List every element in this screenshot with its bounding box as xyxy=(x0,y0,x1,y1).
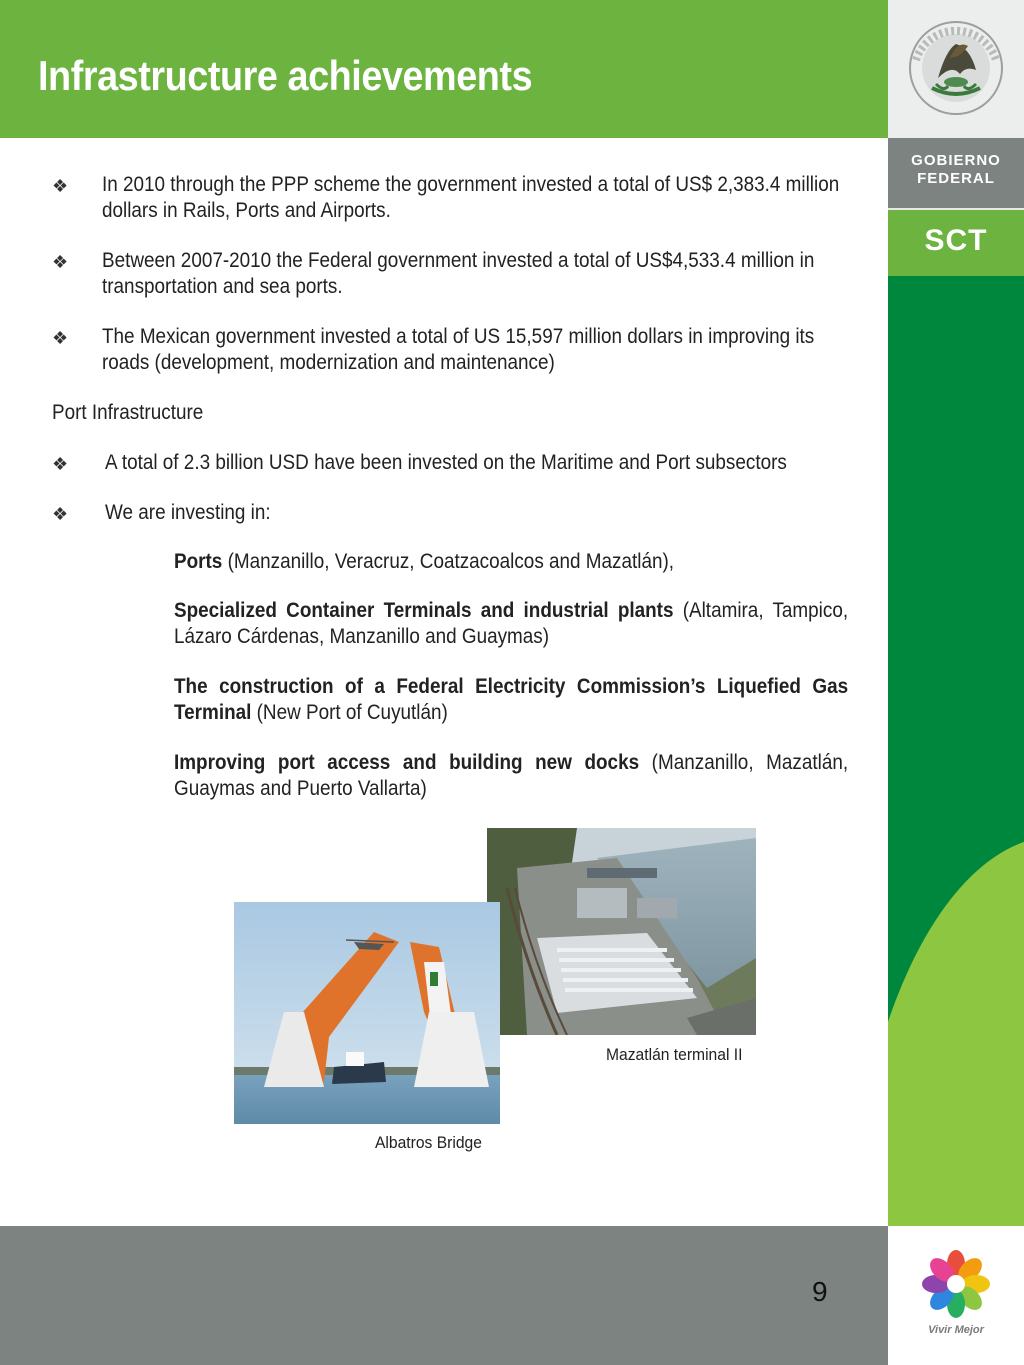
item-lng-terminal-bold: The construction of a Federal Electricity Commission’s Liquefied Gas Terminal xyxy=(174,675,849,724)
bullet-ppp-investment: In 2010 through the PPP scheme the government invested a total of US$ 2,383.4 million dollars in Rails, Ports and Airports. xyxy=(102,173,840,222)
slide-footer xyxy=(0,1226,888,1365)
item-lng-terminal xyxy=(174,674,848,726)
vivir-mejor-panel xyxy=(888,1226,1024,1365)
mazatlan-terminal-photo xyxy=(487,828,756,1035)
item-lng-terminal-rest: (New Port of Cuyutlán) xyxy=(251,701,448,724)
slide-title: Infrastructure achievements xyxy=(38,52,533,99)
mazatlan-terminal-caption: Mazatlán terminal II xyxy=(606,1045,743,1064)
item-port-access-rest: (Manzanillo, Mazatlán, Guaymas and Puerto Vallarta) xyxy=(174,751,849,800)
gobierno-federal-panel xyxy=(888,138,1024,208)
slide-header xyxy=(0,0,888,138)
diamond-cluster-icon: ❖ xyxy=(52,252,69,272)
item-ports xyxy=(174,549,848,575)
item-container-terminals-rest: (Altamira, Tampico, Lázaro Cárdenas, Manzanillo and Guaymas) xyxy=(174,599,849,648)
item-container-terminals-bold: Specialized Container Terminals and industrial plants xyxy=(174,599,674,622)
item-container-terminals xyxy=(174,598,848,650)
item-ports-rest: (Manzanillo, Veracruz, Coatzacoalcos and Mazatlán), xyxy=(222,550,675,573)
diamond-cluster-icon: ❖ xyxy=(52,176,69,196)
item-port-access xyxy=(174,750,848,802)
diamond-cluster-icon: ❖ xyxy=(52,454,69,474)
sidebar-green-band xyxy=(888,276,1024,1226)
mexican-seal-icon xyxy=(888,0,1024,138)
albatros-bridge-caption: Albatros Bridge xyxy=(375,1133,482,1152)
mexican-seal-panel xyxy=(888,0,1024,138)
port-infrastructure-heading: Port Infrastructure xyxy=(52,401,204,424)
vivir-mejor-label: Vivir Mejor xyxy=(928,1324,984,1336)
page-number: 9 xyxy=(812,1276,828,1307)
gobierno-label: GOBIERNO xyxy=(911,152,1001,169)
vivir-mejor-logo-icon xyxy=(888,1226,1024,1322)
bullet-roads-investment: The Mexican government invested a total of US 15,597 million dollars in improving its roads (development, modernization and maintenance) xyxy=(102,325,815,374)
bullet-investing-in: We are investing in: xyxy=(105,501,271,524)
bullet-maritime-investment: A total of 2.3 billion USD have been invested on the Maritime and Port subsectors xyxy=(105,451,787,474)
albatros-bridge-photo xyxy=(234,902,500,1124)
sidebar xyxy=(888,0,1024,1365)
sct-label: SCT xyxy=(924,224,988,257)
sct-panel xyxy=(888,210,1024,276)
diamond-cluster-icon: ❖ xyxy=(52,504,69,524)
diamond-cluster-icon: ❖ xyxy=(52,328,69,348)
bullet-federal-transport: Between 2007-2010 the Federal government invested a total of US$4,533.4 million in transportation and sea ports. xyxy=(102,249,815,298)
item-ports-bold: Ports xyxy=(174,550,223,573)
federal-label: FEDERAL xyxy=(917,170,995,187)
item-port-access-bold: Improving port access and building new docks xyxy=(174,751,640,774)
